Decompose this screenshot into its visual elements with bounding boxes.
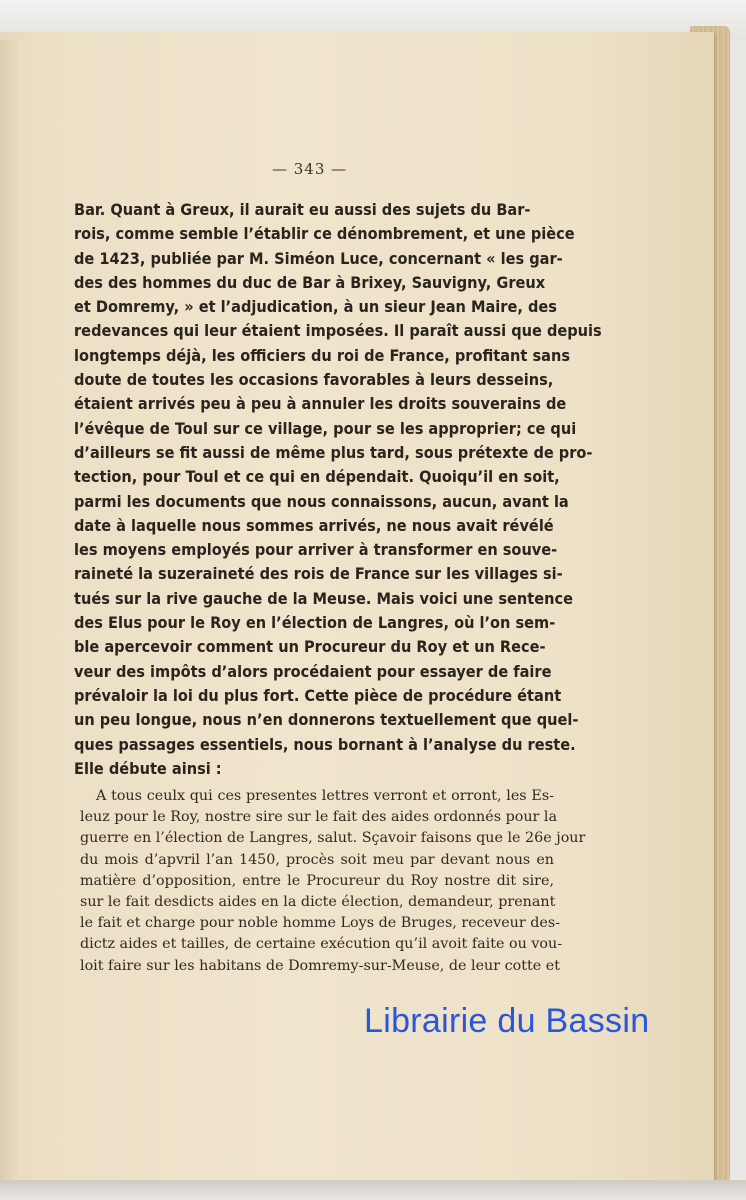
paragraph-line: Elle débute ainsi : — [74, 758, 222, 778]
quote-line: sur le fait desdicts aides en la dicte élection, demandeur, prenant — [80, 894, 556, 911]
paragraph-line: tués sur la rive gauche de la Meuse. Mais voici une sentence — [74, 588, 573, 608]
quote-line: du mois d’apvril l’an 1450, procès soit meu par devant nous en — [80, 851, 554, 868]
paragraph-line: longtemps déjà, les officiers du roi de France, profitant sans — [74, 345, 570, 365]
page-gutter — [0, 40, 22, 1180]
paragraph-line: raineté la suzeraineté des rois de France sur les villages si- — [74, 564, 563, 584]
paragraph-line: Bar. Quant à Greux, il aurait eu aussi des sujets du Bar- — [74, 200, 531, 219]
paragraph-line: parmi les documents que nous connaissons, aucun, avant la — [74, 491, 569, 511]
paragraph-line: redevances qui leur étaient imposées. Il paraît aussi que depuis — [74, 321, 602, 341]
paragraph-line: date à laquelle nous sommes arrivés, ne nous avait révélé — [74, 515, 554, 535]
paragraph-line: ble apercevoir comment un Procureur du Roy et un Rece- — [74, 637, 546, 657]
paragraph-line: l’évêque de Toul sur ce village, pour se les approprier; ce qui — [74, 418, 577, 438]
paragraph-line: doute de toutes les occasions favorables à leurs desseins, — [74, 370, 554, 390]
quoted-document — [80, 786, 586, 977]
paragraph-line: de 1423, publiée par M. Siméon Luce, concernant « les gar- — [74, 248, 563, 268]
quote-line: le fait et charge pour noble homme Loys de Bruges, receveur des- — [80, 915, 561, 932]
paragraph-line: d’ailleurs se fit aussi de même plus tard, sous prétexte de pro- — [74, 442, 593, 462]
paragraph-line: rois, comme semble l’établir ce dénombrement, et une pièce — [74, 224, 575, 244]
paragraph-line: prévaloir la loi du plus fort. Cette pièce de procédure étant — [74, 685, 562, 705]
paragraph-line: ques passages essentiels, nous bornant à l’analyse du reste. — [74, 734, 576, 754]
paragraph-line: et Domremy, » et l’adjudication, à un sieur Jean Maire, des — [74, 297, 557, 317]
quote-line: guerre en l’élection de Langres, salut. Sçavoir faisons que le 26e jour — [80, 830, 586, 847]
quote-line: dictz aides et tailles, de certaine exécution qu’il avoit faite ou vou- — [80, 936, 563, 953]
quote-line: leuz pour le Roy, nostre sire sur le fait des aides ordonnés pour la — [80, 809, 558, 826]
paragraph-line: des des hommes du duc de Bar à Brixey, Sauvigny, Greux — [74, 272, 546, 292]
background-bottom — [0, 1180, 746, 1200]
body-paragraph — [74, 198, 602, 781]
quote-line: loit faire sur les habitans de Domremy-sur-Meuse, de leur cotte et — [80, 957, 560, 974]
paragraph-line: les moyens employés pour arriver à transformer en souve- — [74, 540, 558, 560]
paragraph-line: des Elus pour le Roy en l’élection de Langres, où l’on sem- — [74, 613, 556, 633]
paragraph-line: un peu longue, nous n’en donnerons textuellement que quel- — [74, 710, 579, 730]
paragraph-line: tection, pour Toul et ce qui en dépendait. Quoiqu’il en soit, — [74, 467, 560, 487]
page-number: — 343 — — [272, 160, 348, 178]
bookseller-watermark: Librairie du Bassin — [364, 1002, 650, 1040]
paragraph-line: étaient arrivés peu à peu à annuler les droits souverains de — [74, 394, 567, 414]
quote-line: matière d’opposition, entre le Procureur du Roy nostre dit sire, — [80, 872, 554, 889]
quote-line: A tous ceulx qui ces presentes lettres verront et orront, les Es- — [96, 788, 554, 804]
paragraph-line: veur des impôts d’alors procédaient pour essayer de faire — [74, 661, 552, 681]
